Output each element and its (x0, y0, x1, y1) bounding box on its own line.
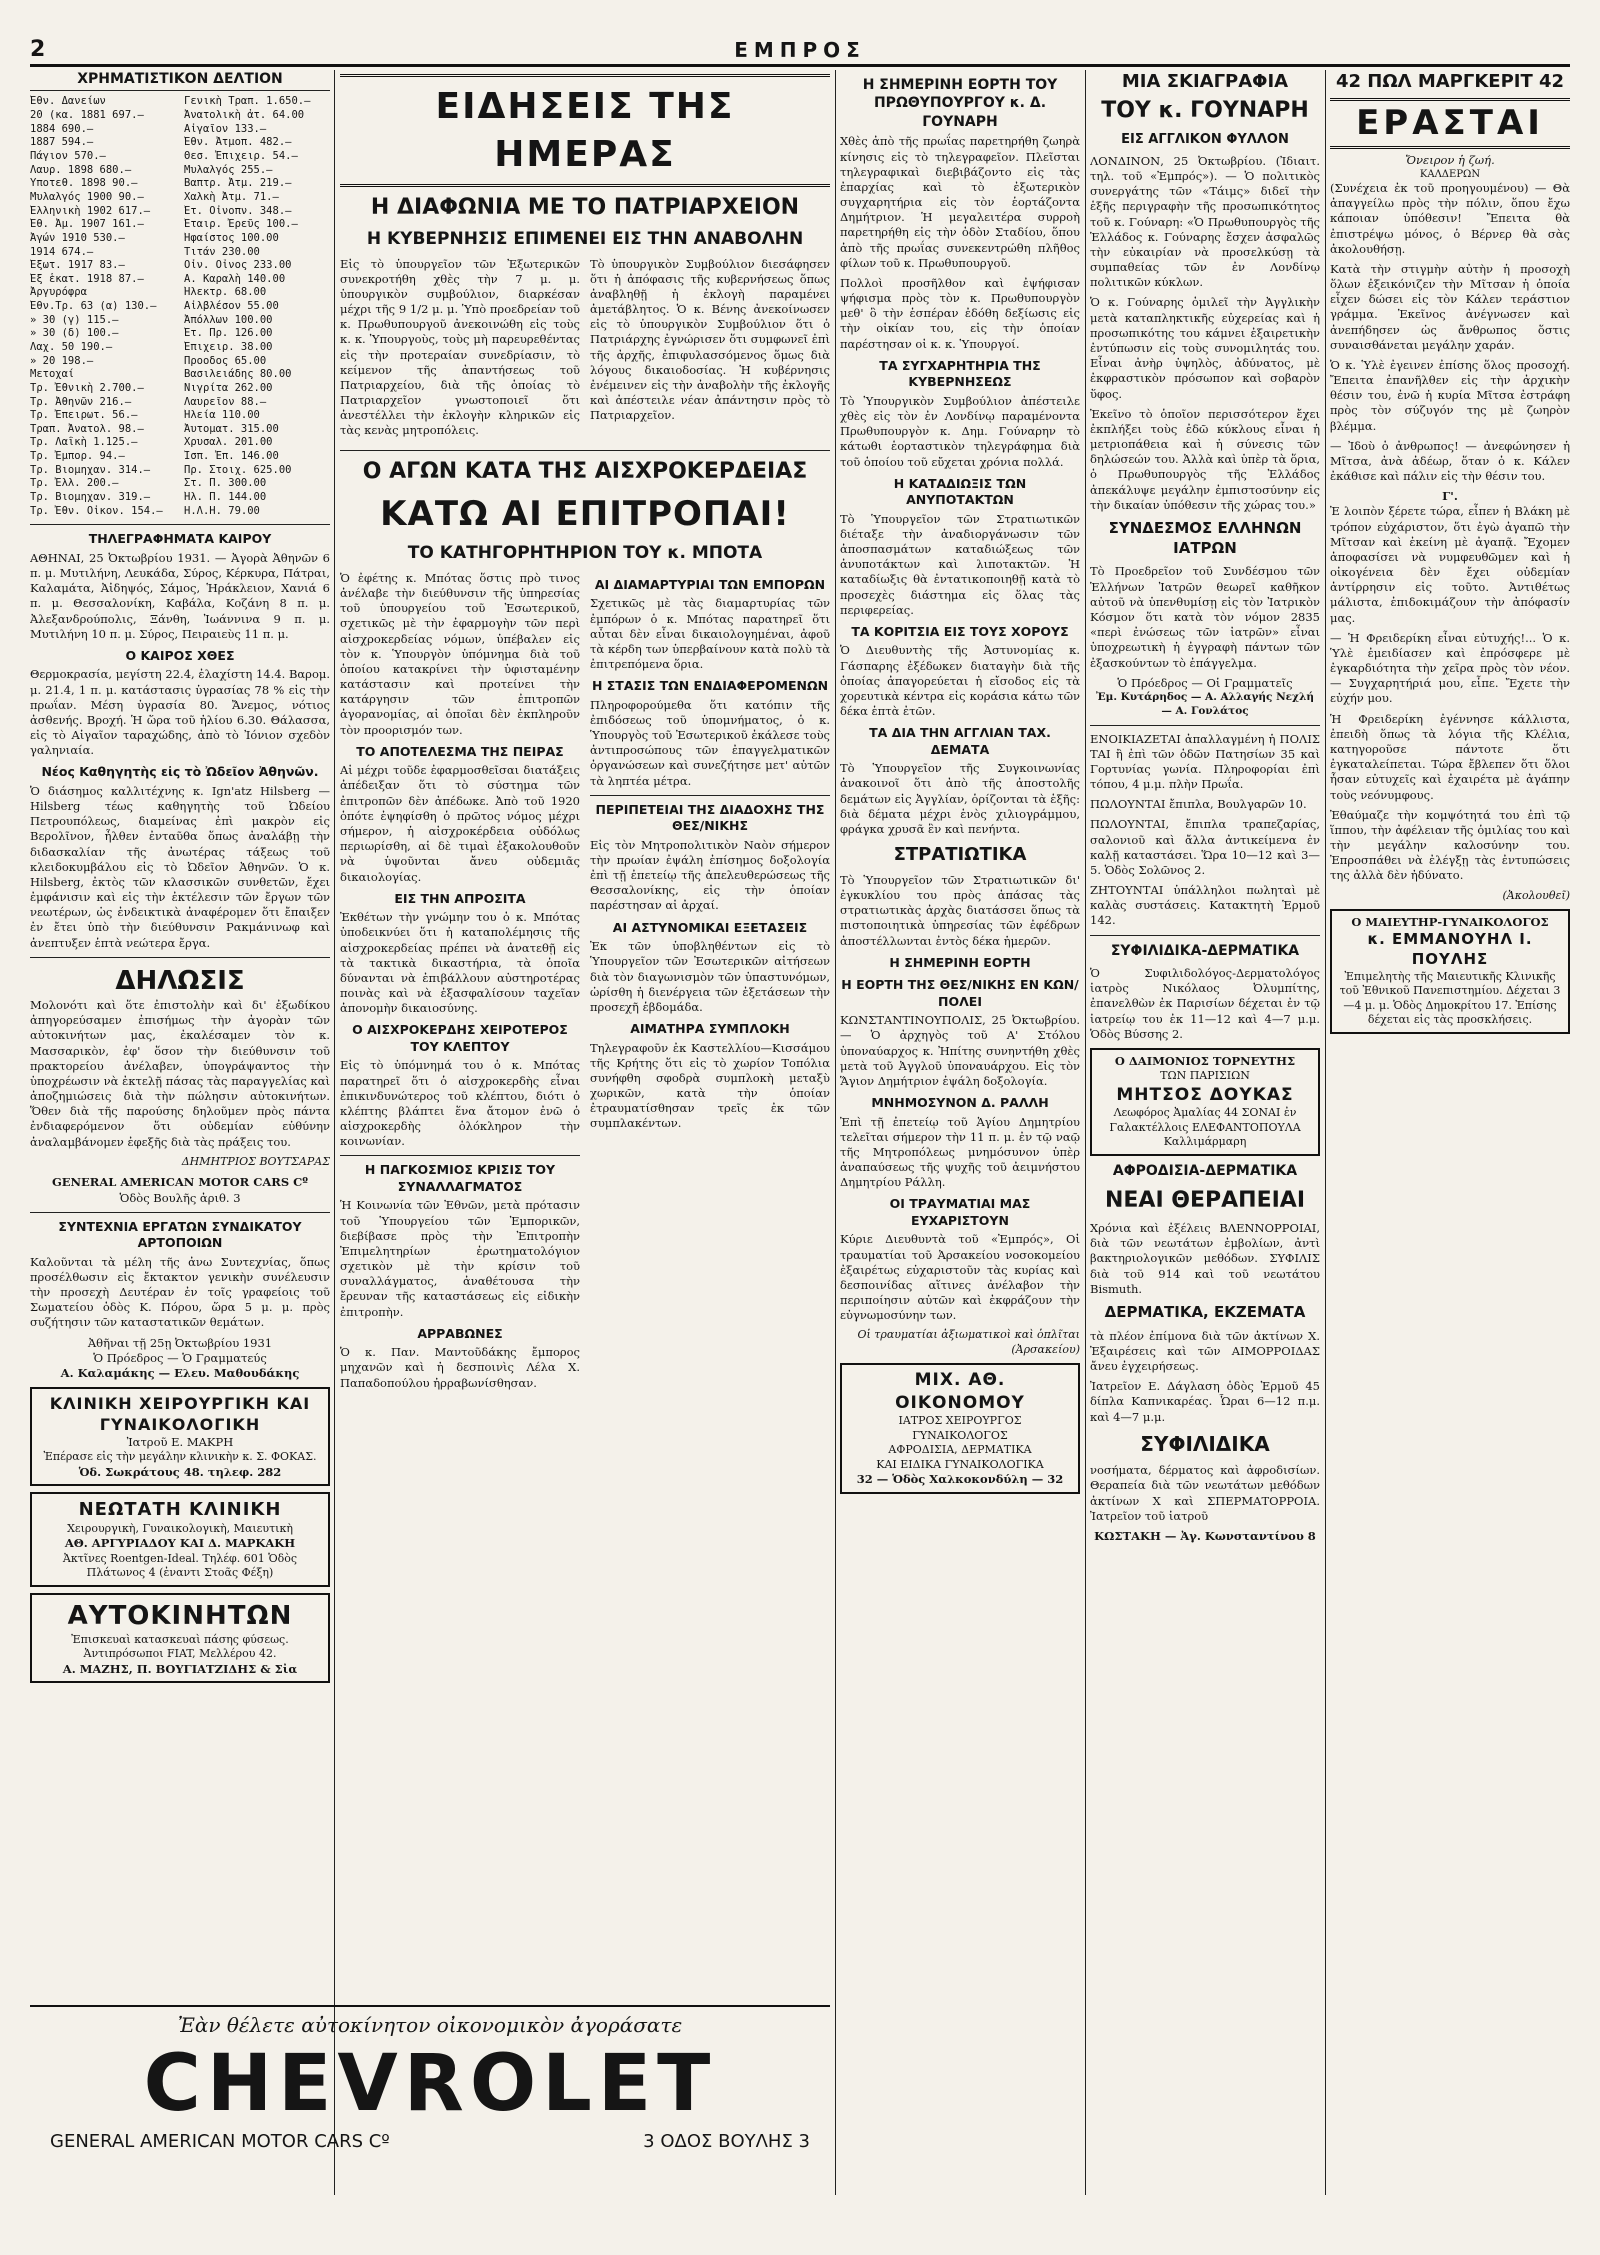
conservatory-title: Νέος Καθηγητὴς εἰς τὸ Ὠδεῖον Ἀθηνῶν. (41, 764, 319, 780)
serial-paragraph-5: Ἐ λοιπὸν ξέρετε τώρα, εἶπεν ἡ Βλάκη μὲ τρόπον εὐχάριστον, ὅτι ἐγὼ ἀγαπῶ τὴν Μῖτσαν καὶ ἐκείνη μὲ ἀγαπᾷ. Ἔχομεν ἀποφασίσει νὰ νυμφευθῶμεν καὶ ἡ οἰκογένεια δὲν ἔχει οὐδεμίαν ἀντίρρησιν εἰς τοῦτο. Ἀντιθέτως μάλιστα, ἐπιδοκιμάζουν τὴν ἀπόφασίν μας. (1330, 504, 1570, 625)
syphilis-derm-title: ΣΥΦΙΛΙΔΙΚΑ-ΔΕΡΜΑΤΙΚΑ (1110, 942, 1300, 959)
stock-ticker-item: Ἐθν. Δανείων (30, 95, 106, 108)
eczema-text: τὰ πλέον ἐπίμονα διὰ τῶν ἀκτίνων X. Ἐξαιρέσεις καὶ τῶν ΑΙΜΟΡΡΟΙΔΑΣ ἄνευ ἐγχειρήσεως. (1090, 1328, 1320, 1374)
declaration-company: GENERAL AMERICAN MOTOR CARS Cº (51, 1175, 309, 1190)
serial-motto: Ὄνειρον ἡ ζωή. (1405, 152, 1495, 167)
serial-motto-source: ΚΑΛΔΕΡΩΝ (1419, 168, 1481, 180)
wounded-thanks-signature: Οἱ τραυματίαι ἀξιωματικοὶ καὶ ὁπλῖται (Ἀρσακείου) (857, 1328, 1080, 1356)
auto-repair-ad (30, 1593, 330, 1684)
currency-crisis-text: Ἡ Κοινωνία τῶν Ἐθνῶν, μετὰ πρότασιν τοῦ Ὑπουργείου τῶν Ἐμπορικῶν, διεβίβασε πρὸς τὴν Ἐπιτροπὴν Ἐπιμελητηρίων ἐρωτηματολόγιον σχετικὸν μὲ τὴν κρίσιν τοῦ συναλλάγματος, ἀναθέτουσα τὴν ἔρευναν τῆς καταστάσεως εἰς εἰδικὴν ἐπιτροπὴν. (340, 1198, 580, 1319)
serial-title: ΕΡΑΣΤΑΙ (1330, 98, 1570, 149)
pm-nameday-text-b: Πολλοὶ προσῆλθον καὶ ἐψήφισαν ψήφισμα πρὸς τὸν κ. Πρωθυπουργὸν μεθ' ὃ τὴν ἑσπέραν ἐδόθη δεξίωσις εἰς τὴν οἰκίαν του, εἰς τὴν ὁποίαν παρέστησαν οἱ κ. κ. Ὑπουργοί. (840, 275, 1080, 351)
weather-text: Θερμοκρασία, μεγίστη 22.4, ἐλαχίστη 14.4. Βαρομ. μ. 21.4, 1 π. μ. κατάστασις ὑγρασίας 78 % εἰς τὴν πρωΐαν. Μέση ὑγρασία 80. Ἄνεμος, νότιος ἀσθενής. Βροχή. Ἡ ὥρα τοῦ ἡλίου 6.30. Θάλασσα, εἰς τὸ Αἰγαῖον ταραχώδης, ἀπὸ τὸ Ἰόνιον σχεδὸν γαληνιαία. (30, 667, 330, 758)
eczema-title: ΔΕΡΜΑΤΙΚΑ, ΕΚΖΕΜΑΤΑ (1104, 1303, 1306, 1321)
stock-ticker-item: Στ. Π. 300.00 (184, 477, 267, 490)
military-text: Τὸ Ὑπουργεῖον τῶν Στρατιωτικῶν δι' ἐγκυκλίου του πρὸς ἁπάσας τὰς στρατιωτικὰς ἀρχὰς διατάσσει ὅπως τὰ πιστοποιητικὰ ὑπηρεσίας τῶν ἐφέδρων ἀποστέλλωνται ἐντὸς δέκα ἡμερῶν. (840, 872, 1080, 948)
serial-paragraph-6: — Ἡ Φρειδερίκη εἶναι εὐτυχής!... Ὁ κ. Ὑλὲ ἐμειδίασεν καὶ ἐπρόσφερε μὲ ἐγκαρδιότητα τὴν χεῖρα πρὸς τὸν νέον. — Συγχαρητήριά μου, εἶπε. Ἔχετε τὴν εὐχήν μου. (1330, 630, 1570, 706)
oikonomou-name: ΜΙΧ. ΑΘ. ΟΙΚΟΝΟΜΟΥ (895, 1370, 1025, 1413)
stock-ticker-item: Λαυρ. 1898 680.— (30, 163, 132, 176)
stock-ticker-item: Τρ. Ἐλλ. 200.— (30, 477, 119, 490)
constantinople-text: ΚΩΝΣΤΑΝΤΙΝΟΥΠΟΛΙΣ, 25 Ὀκτωβρίου. — Ὁ ἀρχηγὸς τοῦ Α' Στόλου ὑποναύαρχος κ. Ἠπίτης συνηντήθη χθὲς μετὰ τοῦ Ἀγγλοῦ ὑποναυάρχου. Εἰς τὸν Ἅγιον Δημήτριον ἐψάλη δοξολογία. (840, 1013, 1080, 1088)
govt-congrats-headline: ΤΑ ΣΥΓΧΑΡΗΤΗΡΙΑ ΤΗΣ ΚΥΒΕΡΝΗΣΕΩΣ (879, 357, 1041, 390)
classified-3: ΠΩΛΟΥΝΤΑΙ, ἔπιπλα τραπεζαρίας, σαλονιοῦ καὶ ἄλλα ἀντικείμενα ἐν καλῇ καταστάσει. Ὥρα 10—12 καὶ 3—5. Ὁδὸς Σολῶνος 2. (1090, 817, 1320, 877)
classified-1: ΕΝΟΙΚΙΑΖΕΤΑΙ ἀπαλλαγμένη ἡ ΠΟΛΙΣ ΤΑΙ ἢ ἐπὶ τῶν ὁδῶν Πατησίων 35 καὶ Γορτυνίας γωνία. Πληροφορίαι ἐπὶ τόπου, 4 μ.μ. πλὴν Πρωΐα. (1090, 731, 1320, 792)
sketch-source: ΕΙΣ ΑΓΓΛΙΚΟΝ ΦΥΛΛΟΝ (1121, 131, 1289, 147)
stock-ticker-item: Ἀυτοματ. 315.00 (184, 422, 279, 435)
new-treatments-title: ΝΕΑΙ ΘΕΡΑΠΕΙΑΙ (1104, 1188, 1306, 1214)
declaration-text: Μολονότι καὶ ὅτε ἐπιστολὴν καὶ δι' ἐξωδίκου ἀπηγορεύσαμεν ἐπισήμως τὴν ἀγορὰν τῶν αὐτοκινήτων μας, ἐκαλέσαμεν τὸν κ. Μασσαρικὸν, ἐφ' ὅσον τὴν διεύθυνσιν τοῦ πρακτορείου ἀνέλαβεν, ὑπογράψαντος τὴν ὑποχρέωσιν νὰ ἐκτελῇ πάσας τὰς παραγγελίας καὶ ἀποζημιώσεις διὰ τὴν πώλησιν αὐτοκινήτων. Ὅθεν διὰ τῆς παρούσης δηλοῦμεν πρὸς πάντα ἐνδιαφερόμενον ὅτι οὐδεμίαν εὐθύνην ἀναλαμβάνομεν ἐφεξῆς διὰ τὰς πράξεις του. (30, 998, 330, 1149)
stock-ticker-item: Μετοχαί (30, 368, 75, 381)
union-names: Α. Καλαμάκης — Ελευ. Μαθουδάκης (60, 1365, 300, 1380)
stock-ticker-item: Γενικὴ Τραπ. 1.650.— (184, 95, 311, 108)
union-date: Ἀθῆναι τῇ 25ῃ Ὀκτωβρίου 1931 (87, 1335, 273, 1350)
bota-text-c: Ἐκθέτων τὴν γνώμην του ὁ κ. Μπότας ὑποδεικνύει ὅτι ἡ καταπολέμησις τῆς αἰσχροκερδείας πρέπει νὰ ἀνατεθῇ εἰς τὰ τακτικὰ δικαστήρια, τὰ ὁποῖα δύνανται νὰ ἐπιβάλλουν αὐστηροτέρας ποινὰς καὶ νὰ ἐξασφαλίσουν ταχεῖαν ἀπονομὴν δικαιοσύνης. (340, 910, 580, 1016)
new-clinic-doctors: ΑΘ. ΑΡΓΥΡΙΑΔΟΥ ΚΑΙ Δ. ΜΑΡΚΑΚΗ (64, 1536, 296, 1551)
column-rule (835, 70, 836, 2195)
serial-paragraph-8: Ἐθαύμαζε τὴν κομψότητά του ἐπὶ τῷ ἵππου, τὴν ἀφέλειαν τῆς ὁμιλίας του καὶ τὴν μεγάλην καλοσύνην του. Ἐπροσπάθει νὰ ἐλέγξῃ τὰς ἐντυπώσεις της ἀλλὰ δὲν ἠδύνατο. (1330, 807, 1570, 883)
serial-continued: (Ἀκολουθεῖ) (1502, 888, 1570, 902)
stock-ticker-item: 20 (κα. 1881 697.— (30, 109, 144, 122)
stock-ticker-item: Λαυρεῖον 88.— (184, 395, 267, 408)
turner-text: Λεωφόρος Ἀμαλίας 44 ΣΟΝΑΙ ἐν Γαλακτέλλοις ΕΛΕΦΑΝΤΟΠΟΥΛΑ Καλλιμάρμαρη (1109, 1106, 1301, 1149)
paper-name: ΕΜΠΡΟΣ (734, 38, 866, 62)
stock-ticker-item: Οἶν. Οἶνος 233.00 (184, 259, 292, 272)
weather-title: Ο ΚΑΙΡΟΣ ΧΘΕΣ (125, 647, 235, 663)
govt-congrats-text: Τὸ Ὑπουργικὸν Συμβούλιον ἀπέστειλε χθὲς εἰς τὸν ἐν Λονδίνῳ παραμένοντα Πρωθυπουργὸν κ. Δημ. Γούναρην τὸ κάτωθι ἑορταστικὸν τηλεγράφημα διὰ τοῦ ὁποίου τοῦ εὔχεται χρόνια πολλά. (840, 393, 1080, 469)
chevrolet-ad-address: 3 ΟΔΟΣ ΒΟΥΛΗΣ 3 (643, 2131, 810, 2152)
stock-ticker-item: Ἐξ ἑκατ. 1918 87.— (30, 272, 144, 285)
sketch-subject: ΤΟΥ κ. ΓΟΥΝΑΡΗ (1101, 97, 1309, 123)
column-rule (1085, 70, 1086, 2195)
serial-paragraph-3: Ὁ κ. Ὑλὲ ἐγεινεν ἐπίσης ὅλος προσοχή. Ἔπειτα ἐπανῆλθεν εἰς τὴν ἀρχικὴν θέσιν του, ἐνῶ ἡ κυρία Μῖτσα ἐστράφη πρὸς τὸν σύζυγόν της μὲ ζωηρὸν βλέμμα. (1330, 357, 1570, 433)
serial-paragraph-4: — Ἰδοὺ ὁ ἀνθρωπος! — ἀνεφώνησεν ἡ Μῖτσα, ἀνὰ ἀδέωρ, ὅταν ὁ κ. Κάλεν ἐκάθισε καὶ πάλιν εἰς τὴν θέσιν του. (1330, 438, 1570, 484)
stock-ticker-item: Ἐξωτ. 1917 83.— (30, 259, 125, 272)
doctors-union-officers: Ὁ Πρόεδρος — Οἱ Γραμματεῖς (1117, 675, 1293, 690)
oikonomou-line1: ΙΑΤΡΟΣ ΧΕΙΡΟΥΡΓΟΣ (898, 1414, 1022, 1428)
stock-ticker-item: Τρ. Βιομηχαν. 314.— (30, 463, 151, 476)
column-1 (30, 70, 330, 1689)
stock-ticker-item: Ἀνατολικὴ ἀτ. 64.00 (184, 109, 305, 122)
stock-ticker-item: Χρυσαλ. 201.00 (184, 436, 273, 449)
obstetrician-ad (1330, 909, 1570, 1034)
bloody-clash-headline: ΑΙΜΑΤΗΡΑ ΣΥΜΠΛΟΚΗ (630, 1021, 790, 1037)
stock-ticker-item: Τρ. Ἐθνικὴ 2.700.— (30, 381, 144, 394)
profiteering-headline: Ο ΑΓΩΝ ΚΑΤΑ ΤΗΣ ΑΙΣΧΡΟΚΕΡΔΕΙΑΣ (362, 458, 808, 484)
bloody-clash-text: Τηλεγραφοῦν ἐκ Καστελλίου—Κισσάμου τῆς Κρήτης ὅτι εἰς τὸ χωρίον Τοπόλια συνήφθη σφοδρὰ συμπλοκὴ μεταξὺ χωρικῶν, κατὰ τὴν ὁποίαν ἐτραυματίσθησαν τρεῖς ἐκ τῶν συμπλακέντων. (590, 1040, 830, 1131)
stock-ticker-item: Τρ. Λαΐκὴ 1.125.— (30, 436, 138, 449)
draft-dodgers-headline: Η ΚΑΤΑΔΙΩΞΙΣ ΤΩΝ ΑΝΥΠΟΤΑΚΤΩΝ (893, 475, 1027, 508)
oikonomou-line2: ΓΥΝΑΙΚΟΛΟΓΟΣ (912, 1428, 1008, 1442)
stock-ticker-item: 1914 674.— (30, 245, 94, 258)
stock-ticker-item: Ἡφαίστος 100.00 (184, 231, 279, 244)
stock-ticker-item: Τρ. Ἐθν. Οἰκον. 154.— (30, 504, 163, 517)
stock-ticker-item: Τραπ. Ἀνατολ. 98.— (30, 422, 144, 435)
stock-ticker-item: Ἀργυρόφρα (30, 286, 87, 299)
rallis-memorial-headline: ΜΝΗΜΟΣΥΝΟΝ Δ. ΡΑΛΛΗ (871, 1095, 1049, 1111)
auto-repair-text: Ἐπισκευαὶ κατασκευαὶ πάσης φύσεως. Ἀντιπρόσωποι FIAT, Μελλέρου 42. (71, 1632, 289, 1661)
stock-ticker-item: Βασιλειάδης 80.00 (184, 368, 292, 381)
page-number: 2 (30, 37, 46, 62)
serial-paragraph-2: Κατὰ τὴν στιγμὴν αὐτὴν ἡ προσοχὴ ὅλων ἐξεικόνιζεν τὴν Μῖτσαν ἡ ὁποία εἶχεν δώσει εἰς τὸν Κάλεν τεράστιον γράμμα. Ἐκεῖνος ἀνέγνωσεν καὶ ἀνεπήδησεν ὡς ἄνθρωπος ὅστις συναισθάνεται μεγάλην χαράν. (1330, 261, 1570, 352)
stock-ticker-item: » 30 (γ) 115.— (30, 313, 119, 326)
clinic-ad (30, 1387, 330, 1486)
stock-ticker-item: Τιτάν 230.00 (184, 245, 260, 258)
clinic-ad-text: Ἐπέρασε εἰς τὴν μεγάλην κλινικὴν κ. Σ. ΦΟΚΑΣ. (43, 1450, 317, 1464)
auto-repair-title: ΑΥΤΟΚΙΝΗΤΩΝ (67, 1600, 293, 1631)
bota-text-b: Αἱ μέχρι τοῦδε ἐφαρμοσθεῖσαι διατάξεις ἀπέδειξαν ὅτι τὸ σύστημα τῶν ἐπιτροπῶν δὲν ἀπέδωκε. Ἀπὸ τοῦ 1920 ὁπότε ἐψηφίσθη ὁ πρῶτος νόμος μέχρι σήμερον, ἡ αἰσχροκέρδεια οὐδόλως περιωρίσθη, αἱ δὲ τιμαὶ ἐξακολουθοῦν νὰ ὑψοῦνται ἄνευ οὐδεμιᾶς δικαιολογίας. (340, 763, 580, 884)
column-rule (1325, 70, 1326, 2195)
stock-ticker-item: Αἰγαῖον 133.— (184, 122, 267, 135)
stock-ticker-item: Πρ. Στοιχ. 625.00 (184, 463, 292, 476)
stock-ticker-item: Θεσ. Ἐπιχειρ. 54.— (184, 150, 298, 163)
doctors-union-headline: ΣΥΝΔΕΣΜΟΣ ΕΛΛΗΝΩΝ ΙΑΤΡΩΝ (1108, 518, 1302, 557)
serial-paragraph-1: (Συνέχεια ἐκ τοῦ προηγουμένου) — Θὰ ἀπαγγείλω πρὸς τὴν πόλιν, ὅπου ἔχω κάποιαν ὑπόθεσιν! Ἔπειτα θὰ ἐπιστρέψω μόνος, ὁ Βέρνερ θὰ σὰς ἀκολουθήσῃ. (1330, 180, 1570, 256)
stock-ticker-item: Ἐθν. Ἀτμοπ. 482.— (184, 136, 292, 149)
stock-ticker-item: Χαλκὴ Ἀτμ. 71.— (184, 190, 279, 203)
stock-ticker-item: Ἐλληνικὴ 1902 617.— (30, 204, 151, 217)
column-rule (334, 70, 335, 2195)
auto-repair-name: Α. ΜΑΖΗΣ, Π. ΒΟΥΓΙΑΤΖΙΔΗΣ & Σἰα (62, 1661, 298, 1676)
doctors-union-text: Τὸ Προεδρεῖον τοῦ Συνδέσμου τῶν Ἑλλήνων Ἰατρῶν θεωρεῖ καθῆκον αὐτοῦ νὰ ὑπενθυμίσῃ εἰς τὸν Ἰατρικὸν Κόσμον ὅτι κατὰ τὸν νόμον 2835 «περὶ ἐνώσεως τῶν ἰατρῶν» εἶναι ὑποχρεωτικὴ ἡ ἐγγραφὴ πάντων τῶν ἐξασκούντων τὸ ἐπάγγελμα. (1090, 564, 1320, 670)
stock-ticker-item: Ἐθ. Ἀμ. 1907 161.— (30, 218, 144, 231)
bota-sub-1: ΤΟ ΑΠΟΤΕΛΕΣΜΑ ΤΗΣ ΠΕΙΡΑΣ (356, 743, 564, 759)
bota-sub-3: Ο ΑΙΣΧΡΟΚΕΡΔΗΣ ΧΕΙΡΟΤΕΡΟΣ ΤΟΥ ΚΛΕΠΤΟΥ (352, 1022, 568, 1054)
wounded-thanks-text: Κύριε Διευθυντὰ τοῦ «Ἐμπρός», Οἱ τραυματίαι τοῦ Ἀρσακείου νοσοκομείου ἐξαιρέτως εὐχαριστοῦν τὰς κυρίας καὶ δεσποινίδας αἵτινες ἀνέλαβον τὴν περιποίησιν αὐτῶν καὶ ἐκφράζουν τὴν εὐγνωμοσύνην των. (840, 1232, 1080, 1323)
syphilis-derm-text: Ὁ Συφιλιδολόγος-Δερματολόγος ἰατρὸς Νικόλαος Ὀλυμπίτης, ἐπανελθὼν ἐκ Παρισίων δέχεται ἐν τῷ ἰατρείῳ του ἐκ 11—12 καὶ 4—7 μ.μ. Ὁδὸς Βύσσης 2. (1090, 966, 1320, 1041)
pm-nameday-headline: Η ΣΗΜΕΡΙΝΗ ΕΟΡΤΗ ΤΟΥ ΠΡΩΘΥΠΟΥΡΓΟΥ κ. Δ. ΓΟΥΝΑΡΗ (862, 77, 1058, 130)
stock-ticker-item: Αἰλβλέσον 55.00 (184, 300, 279, 313)
stock-exchange-title: ΧΡΗΜΑΤΙΣΤΙΚΟΝ ΔΕΛΤΙΟΝ (30, 70, 330, 91)
stock-ticker-item: Τρ. Ἐπειρωτ. 56.— (30, 409, 138, 422)
girls-dances-headline: ΤΑ ΚΟΡΙΤΣΙΑ ΕΙΣ ΤΟΥΣ ΧΟΡΟΥΣ (851, 623, 1069, 639)
engagements-text: Ὁ κ. Παν. Μαντοῦδάκης ἔμπορος μηχανῶν καὶ ἡ δεσποινὶς Λέλα Χ. Παπαδοπούλου ἠρραβωνίσθησαν. (340, 1345, 580, 1390)
parcels-england-headline: ΤΑ ΔΙΑ ΤΗΝ ΑΓΓΛΙΑΝ ΤΑΧ. ΔΕΜΑΤΑ (869, 725, 1051, 757)
masthead-bar (30, 30, 1570, 67)
stock-ticker-item: Ἀγών 1910 530.— (30, 231, 125, 244)
bota-text-d: Εἰς τὸ ὑπόμνημά του ὁ κ. Μπότας παρατηρεῖ ὅτι ὁ αἰσχροκερδὴς εἶναι ἐπικινδυνώτερος τοῦ κλέπτου, διότι ὁ κλέπτης βλάπτει ἕνα ἄτομον ἐνῶ ὁ αἰσχροκερδὴς ὁλόκληρον τὴν κοινωνίαν. (340, 1058, 580, 1149)
new-treatments-text: Χρόνια καὶ ἐξέλεις ΒΛΕΝΝΟΡΡΟΙΑΙ, διὰ τῶν νεωτάτων ἐμβολίων, ἀντὶ βακτηριολογικῶν μεθόδων. ΣΥΦΙΛΙΣ διὰ τοῦ 914 καὶ τοῦ νεωτάτου Bismuth. (1090, 1221, 1320, 1296)
column-5 (1330, 70, 1570, 1040)
stock-ticker-item: Ἠλεκτρ. 68.00 (184, 286, 267, 299)
stock-ticker-item: Τρ. Ἐμπορ. 94.— (30, 450, 125, 463)
engagements-headline: ΑΡΡΑΒΩΝΕΣ (417, 1325, 503, 1341)
bota-indictment-headline: ΤΟ ΚΑΤΗΓΟΡΗΤΗΡΙΟΝ ΤΟΥ κ. ΜΠΟΤΑ (407, 543, 763, 564)
chevrolet-ad-brand: CHEVROLET (143, 2039, 717, 2129)
declaration-title: ΔΗΛΩΣΙΣ (115, 965, 245, 996)
stock-ticker-item: Ὑποτεθ. 1898 90.— (30, 177, 138, 190)
stock-ticker-item: Ἐπιχειρ. 38.00 (184, 341, 273, 353)
parcels-england-text: Τὸ Ὑπουργεῖον τῆς Συγκοινωνίας ἀνακοινοῖ ὅτι ἀπὸ τῆς ἀποστολῆς δεμάτων εἰς Ἀγγλίαν, ὁρίζονται τὰ ἑξῆς: διὰ δέματα μέχρι ἑνὸς χιλιογράμμου, φράγκα χρυσᾶ ἓν καὶ πενήντα. (840, 761, 1080, 836)
clinic-ad-title: ΚΛΙΝΙΚΗ ΧΕΙΡΟΥΡΓΙΚΗ ΚΑΙ ΓΥΝΑΙΚΟΛΟΓΙΚΗ (49, 1394, 311, 1435)
sketch-text-c: Ἐκεῖνο τὸ ὁποῖον περισσότερον ἔχει ἐκπλήξει τοὺς ἐδῶ κύκλους εἶναι ἡ μετριοπάθεια καὶ ἡ σύνεσις τῶν δηλώσεών του. Ἀλλὰ καὶ ὑπὲρ τὰ ὅρια, ὁ Πρωθυπουργὸς τῆς Ἑλλάδος ἀπεκάλυψε μεγάλην ἐμπιστοσύνην εἰς τὴν δικαίαν ὑπόθεσιν τῆς χώρας του.» (1090, 406, 1320, 512)
declaration-address: Ὁδὸς Βουλῆς ἀριθ. 3 (119, 1190, 241, 1205)
news-of-the-day-banner: ΕΙΔΗΣΕΙΣ ΤΗΣ ΗΜΕΡΑΣ (340, 74, 830, 187)
stock-ticker-item: Ἐθν.Τρ. 63 (α) 130.— (30, 300, 157, 313)
new-clinic-text: Ἀκτῖνες Roentgen-Ideal. Τηλέφ. 601 Ὁδὸς Πλάτωνος 4 (ἐναντι Στοᾶς Φέξη) (62, 1551, 298, 1580)
new-clinic-ad (30, 1492, 330, 1586)
clinic-ad-doctor: Ἰατροῦ Ε. ΜΑΚΡΗ (126, 1435, 234, 1450)
turner-title: Ο ΔΑΙΜΟΝΙΟΣ ΤΟΡΝΕΥΤΗΣ (1114, 1053, 1296, 1068)
stock-ticker-item: Η.Λ.Η. 79.00 (184, 504, 260, 517)
classified-4: ΖΗΤΟΥΝΤΑΙ ὑπάλληλοι πωληταὶ μὲ καλὰς συστάσεις. Κατακτητὴ Ἑρμοῦ 142. (1090, 883, 1320, 928)
pm-nameday-text: Χθὲς ἀπὸ τῆς πρωΐας παρετηρήθη ζωηρὰ κίνησις εἰς τὸ τηλεγραφεῖον. Πλεῖσται τηλεγραφικαὶ διεβιβάζοντο εἰς τὰς ἐπαρχίας καὶ τὸ ἐξωτερικὸν συγχαρητήρια εἰς τὸν ἑορτάζοντα Δημήτριον. Ἡ μεγαλειτέρα συρροὴ παρετηρήθη εἰς τὴν ὁδὸν Σταδίου, ὅπου ἀπὸ τῆς πρωΐας συνεκεντρώθη πλῆθος φίλων τοῦ κ. Πρωθυπουργοῦ. (840, 134, 1080, 270)
oikonomou-line3: ΑΦΡΟΔΙΣΙΑ, ΔΕΡΜΑΤΙΚΑ (888, 1443, 1032, 1457)
turner-name: ΜΗΤΣΟΣ ΔΟΥΚΑΣ (1116, 1084, 1294, 1105)
doctors-union-names: Ἐμ. Κυτάρηδος — Α. Αλλαγής Νεχλή — Α. Γονλάτος (1096, 690, 1314, 717)
newspaper-page (30, 30, 1570, 2195)
currency-crisis-headline: Η ΠΑΓΚΟΣΜΙΟΣ ΚΡΙΣΙΣ ΤΟΥ ΣΥΝΑΛΛΑΓΜΑΤΟΣ (364, 1162, 556, 1194)
stock-ticker-item: Ἰσπ. Ἐπ. 146.00 (184, 450, 279, 463)
chevrolet-ad-tagline: Ἐὰν θέλετε αὐτοκίνητον οἰκονομικὸν ἀγοράσατε (177, 2013, 683, 2037)
obstetrician-name: κ. ΕΜΜΑΝΟΥΗΛ Ι. ΠΟΥΛΗΣ (1367, 930, 1533, 969)
draft-dodgers-text: Τὸ Ὑπουργεῖον τῶν Στρατιωτικῶν διέταξε τὴν ἀναδιοργάνωσιν τῶν ἀποσπασμάτων καταδιώξεως τῶν ἀνυποτάκτων καὶ λιποτακτῶν. Ἡ καταδίωξις θὰ ἐντατικοποιηθῇ κατὰ τὸ προσεχὲς διάστημα εἰς ὅλας τὰς περιφερείας. (840, 511, 1080, 617)
todays-feast-headline: Η ΣΗΜΕΡΙΝΗ ΕΟΡΤΗ (889, 954, 1031, 970)
declaration-signature: ΔΗΜΗΤΡΙΟΣ ΒΟΥΤΣΑΡΑΣ (181, 1154, 330, 1168)
union-text: Καλοῦνται τὰ μέλη τῆς ἀνω Συντεχνίας, ὅπως προσέλθωσιν εἰς ἔκτακτον γενικὴν συνέλευσιν τὴν προσεχὴ Δευτέραν ἐν τοῖς γραφείοις τοῦ Σωματείου ὁδὸς Κ. Πόρου, ὥρα 5 μ. μ. πρὸς συζήτησιν τῶν καταστατικῶν θεμάτων. (30, 1254, 330, 1330)
syphilitic-title: ΣΥΦΙΛΙΔΙΚΑ (1140, 1431, 1270, 1456)
serial-section-mark: Γ'. (1442, 489, 1458, 504)
constantinople-headline: Η ΕΟΡΤΗ ΤΗΣ ΘΕΣ/ΝΙΚΗΣ ΕΝ ΚΩΝ/ΠΟΛΕΙ (841, 977, 1079, 1009)
syphilitic-doctor: ΚΩΣΤΑΚΗ — Ἀγ. Κωνσταντίνου 8 (1094, 1528, 1316, 1543)
girls-dances-text: Ὁ Διευθυντὴς τῆς Ἀστυνομίας κ. Γάσπαρης ἐξέδωκεν διαταγὴν διὰ τῆς ὁποίας ἀπαγορεύεται ἡ εἴσοδος εἰς τὰ χορευτικὰ κέντρα εἰς κοράσια κάτω τῶν δέκα ἑπτὰ ἐτῶν. (840, 643, 1080, 719)
wounded-thanks-headline: ΟΙ ΤΡΑΥΜΑΤΙΑΙ ΜΑΣ ΕΥΧΑΡΙΣΤΟΥΝ (889, 1196, 1031, 1228)
obstetrician-title: Ο ΜΑΙΕΥΤΗΡ-ΓΥΝΑΙΚΟΛΟΓΟΣ (1351, 915, 1549, 930)
stock-ticker-item: Α. Καραλὴ 140.00 (184, 272, 286, 285)
committees-headline: ΚΑΤΩ ΑΙ ΕΠΙΤΡΟΠΑΙ! (380, 493, 790, 534)
stock-ticker-item: Μυλαλγός 1900 90.— (30, 190, 144, 203)
stock-ticker-item: 1887 594.— (30, 136, 94, 149)
classified-2: ΠΩΛΟΥΝΤΑΙ ἔπιπλα, Βουλγαρῶν 10. (1090, 797, 1307, 812)
oikonomou-line4: ΚΑΙ ΕΙΔΙΚΑ ΓΥΝΑΙΚΟΛΟΓΙΚΑ (876, 1457, 1044, 1471)
chevrolet-ad-company: GENERAL AMERICAN MOTOR CARS Cº (50, 2131, 390, 2152)
conservatory-text: Ὁ διάσημος καλλιτέχνης κ. Ign'atz Hilsberg — Hilsberg τέως καθηγητὴς τοῦ Ὠδείου Πετρουπόλεως, διαμείνας ἐπὶ μακρὸν εἰς Βερολῖνον, ἦλθεν ἐνταῦθα ὅπως ἀναλάβῃ τὴν διδασκαλίαν τῆς ἀνωτέρας τάξεως τοῦ κλειδοκυμβάλου εἰς τὸ Ὠδεῖον Ἀθηνῶν. Ὁ κ. Hilsberg, ἐκτὸς τῶν κλασσικῶν συνθετῶν, ἔχει ἐμφάνισιν καὶ εἰς τὴν ἐκτέλεσιν τῶν ἔργων τῶν νεωτέρων, ὡς ἐνδεικτικὰ ἀναφέρομεν ὅτι ἔπαιξεν ἐν ἔτει ὑπὸ τὴν διεύθυνσιν Ρακμάνινωφ καὶ ἀνεπτυξεν ἑπτὰ νεώτερα ἔργα. (30, 783, 330, 950)
stock-ticker-item: Ἑταιρ. Ἐρεῦς 100.— (184, 218, 298, 231)
venereal-title: ΑΦΡΟΔΙΣΙΑ-ΔΕΡΜΑΤΙΚΑ (1112, 1162, 1298, 1179)
eczema-address: Ἰατρεῖον Ε. Δάγλαση ὁδὸς Ἑρμοῦ 45 δίπλα Καπνικαρέας. Ὧραι 6—12 π.μ. καὶ 4—7 μ.μ. (1090, 1379, 1320, 1424)
chevrolet-ad-footer (30, 2131, 830, 2152)
bota-text-a: Ὁ ἐφέτης κ. Μπότας ὅστις πρὸ τινος ἀνέλαβε τὴν διεύθυνσιν τῆς ὑπηρεσίας τοῦ ὑπουργείου τοῦ Ἐσωτερικοῦ, σχετικῶς μὲ τὴν ἐφαρμογὴν τῶν περὶ αἰσχροκερδείας νόμων, ὑπέβαλεν εἰς τὸν κ. Ὑπουργὸν ὑπόμνημα διὰ τοῦ ὁποίου κατακρίνει τὴν ὑφισταμένην κατάστασιν καὶ προτείνει τὴν κατάργησιν τῶν ἐπιτροπῶν ἀγορανομίας, αἱ ὁποῖαι δὲν ἐκπληροῦν τὸν προορισμόν των. (340, 570, 580, 737)
clinic-ad-address: Ὁδ. Σωκράτους 48. τηλεφ. 282 (78, 1464, 282, 1479)
patriarchate-subheadline: Η ΚΥΒΕΡΝΗΣΙΣ ΕΠΙΜΕΝΕΙ ΕΙΣ ΤΗΝ ΑΝΑΒΟΛΗΝ (366, 229, 804, 250)
thessaloniki-text: Εἰς τὸν Μητροπολιτικὸν Ναὸν σήμερον τὴν πρωίαν ἐψάλη ἐπίσημος δοξολογία ἐπὶ τῇ ἐπετείῳ τῆς ἀπελευθερώσεως τῆς Θεσσαλονίκης, εἰς τὴν ὁποίαν παρέστησαν αἱ ἀρχαί. (590, 837, 830, 913)
turner-sub: ΤΩΝ ΠΑΡΙΣΙΩΝ (1160, 1069, 1250, 1083)
thessaloniki-headline: ΠΕΡΙΠΕΤΕΙΑΙ ΤΗΣ ΔΙΑΔΟΧΗΣ ΤΗΣ ΘΕΣ/ΝΙΚΗΣ (595, 801, 825, 834)
oikonomou-ad (840, 1363, 1080, 1493)
syphilitic-text: νοσήματα, δέρματος καὶ ἀφροδισίων. Θεραπεία διὰ τῶν νεωτάτων μεθόδων ἀκτίνων X καὶ ΣΠΕΡΜΑΤΟΡΡΟΙΑ. Ἰατρεῖον τοῦ ἰατροῦ (1090, 1463, 1320, 1523)
sketch-text-a: ΛΟΝΔΙΝΟΝ, 25 Ὀκτωβρίου. (Ἰδιαιτ. τηλ. τοῦ «Ἐμπρός»). — Ὁ πολιτικὸς συνεργάτης τῶν «Τάιμς» διδεῖ τὴν ἑξῆς περιγραφὴν τῆς προσωπικότητος τοῦ κ. Γούναρη: «Ὁ Πρωθυπουργὸς τῆς Ἑλλάδος κ. Γούναρης ἔσχεν ἀσφαλῶς τὴν εὐκαιρίαν νὰ προσελκύσῃ τὰ συμπαθείας τῶν ἐν Λονδίνῳ πολιτικῶν κύκλων. (1090, 153, 1320, 290)
stock-ticker-item: Μυλαλγός 255.— (184, 163, 273, 176)
new-clinic-sub: Χειρουργικὴ, Γυναικολογικὴ, Μαιευτικὴ (67, 1521, 293, 1535)
stock-ticker-item: Ἡλεία 110.00 (184, 409, 260, 422)
union-officers: Ὁ Πρόεδρος — Ὁ Γραμματεύς (93, 1350, 267, 1365)
bota-sub-5: Η ΣΤΑΣΙΣ ΤΩΝ ΕΝΔΙΑΦΕΡΟΜΕΝΩΝ (591, 678, 829, 694)
serial-paragraph-7: Ἡ Φρειδερίκη ἐγέννησε κάλλιστα, ἐπειδὴ ὅπως τὰ λόγια τῆς Κλέλια, κατηγοροῦσε πάντοτε ὅτι ἐγκαταλείπεται. Τώρα ἔβλεπεν ὅτι ὅλοι ἦσαν εὐτυχεῖς καὶ ἐχαιρέτα μὲ ἀγάπην τοὺς νεόνυμφους. (1330, 711, 1570, 802)
patriarchate-text-b: Τὸ ὑπουργικὸν Συμβούλιον διεσάφησεν ὅτι ἡ ἀπόφασις τῆς κυβερνήσεως ὅπως ἀναβληθῇ ἡ ἐκλογὴ παραμένει ἀμετάβλητος. Ὁ κ. Βένης ἀνεκοίνωσεν εἰς τὸ ὑπουργικὸν Συμβούλιον ὅτι ὁ Πατριάρχης ἐγνώρισεν ὅτι συμφωνεῖ ἐπὶ τῆς ἀρχῆς, ἐπιφυλασσόμενος ὅμως διὰ λόγους δικαιοδοσίας. Ἡ κυβέρνησις ἐνέμεινεν εἰς τὴν ἀναβολὴν τῆς ἐκλογῆς καὶ ἀπέστειλε νέαν ἀπάντησιν πρὸς τὸ Πατριαρχεῖον. (590, 256, 830, 423)
stock-ticker-item: » 30 (δ) 100.— (30, 327, 119, 340)
obstetrician-text: Ἐπιμελητὴς τῆς Μαιευτικῆς Κλινικῆς τοῦ Ἐθνικοῦ Πανεπιστημίου. Δέχεται 3—4 μ. μ. Ὁδὸς Δημοκρίτου 17. Ἐπίσης δέχεται εἰς τὰς προσκλήσεις. (1339, 969, 1561, 1027)
union-title: ΣΥΝΤΕΧΝΙΑ ΕΡΓΑΤΩΝ ΣΥΝΔΙΚΑΤΟΥ ΑΡΤΟΠΟΙΩΝ (58, 1218, 302, 1251)
stock-ticker-item: Νιγρίτα 262.00 (184, 381, 273, 394)
column-4 (1090, 70, 1320, 1544)
police-exams-headline: ΑΙ ΑΣΤΥΝΟΜΙΚΑΙ ΕΞΕΤΑΣΕΙΣ (612, 919, 808, 935)
column-3 (840, 70, 1080, 1500)
stock-ticker-item: Ἠλ. Π. 144.00 (184, 491, 267, 504)
stock-ticker-list (30, 95, 330, 518)
stock-ticker-item: 1884 690.— (30, 122, 94, 135)
stock-ticker-item: Ἀπόλλων 100.00 (184, 313, 273, 326)
stock-ticker-item: Ἐτ. Πρ. 126.00 (184, 327, 273, 340)
stock-ticker-item: Λαχ. 50 190.— (30, 341, 113, 353)
bota-text-e: Σχετικῶς μὲ τὰς διαμαρτυρίας τῶν ἐμπόρων ὁ κ. Μπότας παρατηρεῖ ὅτι αὗται δὲν εἶναι δικαιολογημέναι, ἀφοῦ τὰ κέρδη των ὑπερβαίνουν κατὰ πολὺ τὰ ἐπιτρεπόμενα ὅρια. (590, 596, 830, 672)
rallis-memorial-text: Ἐπὶ τῇ ἐπετείῳ τοῦ Ἁγίου Δημητρίου τελεῖται σήμερον τὴν 11 π. μ. ἐν τῷ ναῷ τῆς Μητροπόλεως μνημόσυνον ὑπὲρ ἀναπαύσεως τῆς ψυχῆς τοῦ ἀειμνήστου Δημητρίου Ράλλη. (840, 1114, 1080, 1190)
sketch-text-b: Ὁ κ. Γούναρης ὁμιλεῖ τὴν Ἀγγλικὴν μετὰ καταπληκτικῆς εὐχερείας καὶ ἡ προσωπικότης του κάμνει ἐξαιρετικὴν ἐντύπωσιν εἰς τοὺς συνομιλητάς του. Εἶναι ἀνὴρ ὑψηλὸς, ἀδύνατος, μὲ ἐκφραστικὸν πρόσωπον καὶ σοβαρὸν ὕφος. (1090, 295, 1320, 401)
turner-ad (1090, 1048, 1320, 1156)
bota-sub-2: ΕΙΣ ΤΗΝ ΑΠΡΟΣΙΤΑ (394, 890, 526, 906)
stock-ticker-item: Τρ. Ἀθηνῶν 216.— (30, 395, 132, 408)
new-clinic-title: ΝΕΩΤΑΤΗ ΚΛΙΝΙΚΗ (78, 1499, 282, 1521)
stock-ticker-item: Τρ. Βιομηχαν. 319.— (30, 491, 151, 504)
stock-ticker-item: Βαπτρ. Ἀτμ. 219.— (184, 177, 292, 190)
telegraph-title: ΤΗΛΕΓΡΑΦΗΜΑΤΑ ΚΑΙΡΟΥ (88, 531, 272, 547)
oikonomou-address: 32 — Ὁδὸς Χαλκοκονδύλη — 32 (856, 1472, 1064, 1487)
stock-ticker-item: Πάγιον 570.— (30, 150, 106, 163)
chevrolet-ad (30, 2005, 830, 2197)
patriarchate-text-a: Εἰς τὸ ὑπουργεῖον τῶν Ἐξωτερικῶν συνεκροτήθη χθὲς τὴν 7 μ. μ. ὑπουργικὸν συμβούλιον, διαρκέσαν μέχρι τῆς 9 1/2 μ. μ. Ὑπὸ προεδρείαν τοῦ κ. Πρωθυπουργοῦ ἀνεκοινώθη εἰς τοὺς κ. κ. Ὑπουργοὺς, τοὺς μὴ παρευρεθέντας εἰς τὴν προτεραίαν συνεδρίασιν, τὸ κείμενον τῆς ἀπαντήσεως τοῦ Πατριαρχείου, διὰ τῆς ὁποίας τὸ Πατριαρχεῖον γνωστοποιεῖ ὅτι ἀνεστέλλει τὴν ἐκλογὴν κληρικῶν εἰς τὰς κενὰς μητροπόλεις. (340, 256, 580, 438)
serial-author: 42 ΠΩΛ ΜΑΡΓΚΕΡΙΤ 42 (1335, 71, 1565, 92)
telegraph-text: ΑΘΗΝΑΙ, 25 Ὀκτωβρίου 1931. — Ἀγορὰ Ἀθηνῶν 6 π. μ. Μυτιλήνη, Λευκάδα, Σύρος, Κέρκυρα, Πάτραι, Καλαμάτα, Ἀἰδηψός, Σάμος, Ἡράκλειον, Χανιά 6 π. μ. Θεσσαλονίκη, Καβάλα, Κοζάνη 8 π. μ. Ἀλεξανδρούπολις, Ξάνθη, Ἰωάννινα 9 π. μ. Μυτιλήνη 10 π. μ. Σύρος, Πειραιεὺς 11 π. μ. (30, 550, 330, 641)
sketch-headline: ΜΙΑ ΣΚΙΑΓΡΑΦΙΑ (1121, 71, 1289, 92)
stock-ticker-item: Προοδος 65.00 (184, 354, 267, 367)
patriarchate-headline: Η ΔΙΑΦΩΝΙΑ ΜΕ ΤΟ ΠΑΤΡΙΑΡΧΕΙΟΝ (370, 195, 800, 221)
bota-sub-4: ΑΙ ΔΙΑΜΑΡΤΥΡΙΑΙ ΤΩΝ ΕΜΠΟΡΩΝ (594, 576, 826, 592)
column-2 (340, 70, 830, 2000)
military-headline: ΣΤΡΑΤΙΩΤΙΚΑ (893, 844, 1027, 866)
stock-ticker-item: Ἑτ. Οἰνοπν. 348.— (184, 204, 292, 217)
police-exams-text: Ἐκ τῶν ὑποβληθέντων εἰς τὸ Ὑπουργεῖον τῶν Ἐσωτερικῶν αἰτήσεων διὰ τὸν διαγωνισμὸν τῶν ὑπαστυνόμων, ὠρίσθη ἡ διενέργεια τῶν ἐξετάσεων τὴν προσεχῆ ἑβδομάδα. (590, 939, 830, 1014)
bota-text-f: Πληροφορούμεθα ὅτι κατόπιν τῆς ἐπιδόσεως τοῦ ὑπομνήματος, ὁ κ. Ὑπουργὸς τοῦ Ἐσωτερικοῦ ἐκάλεσε τοὺς ἀντιπροσώπους τῶν ἐπαγγελματικῶν ὀργανώσεων καὶ συνεζήτησε μετ' αὐτῶν τὰ ληπτέα μέτρα. (590, 697, 830, 788)
stock-ticker-item: » 20 198.— (30, 354, 94, 367)
